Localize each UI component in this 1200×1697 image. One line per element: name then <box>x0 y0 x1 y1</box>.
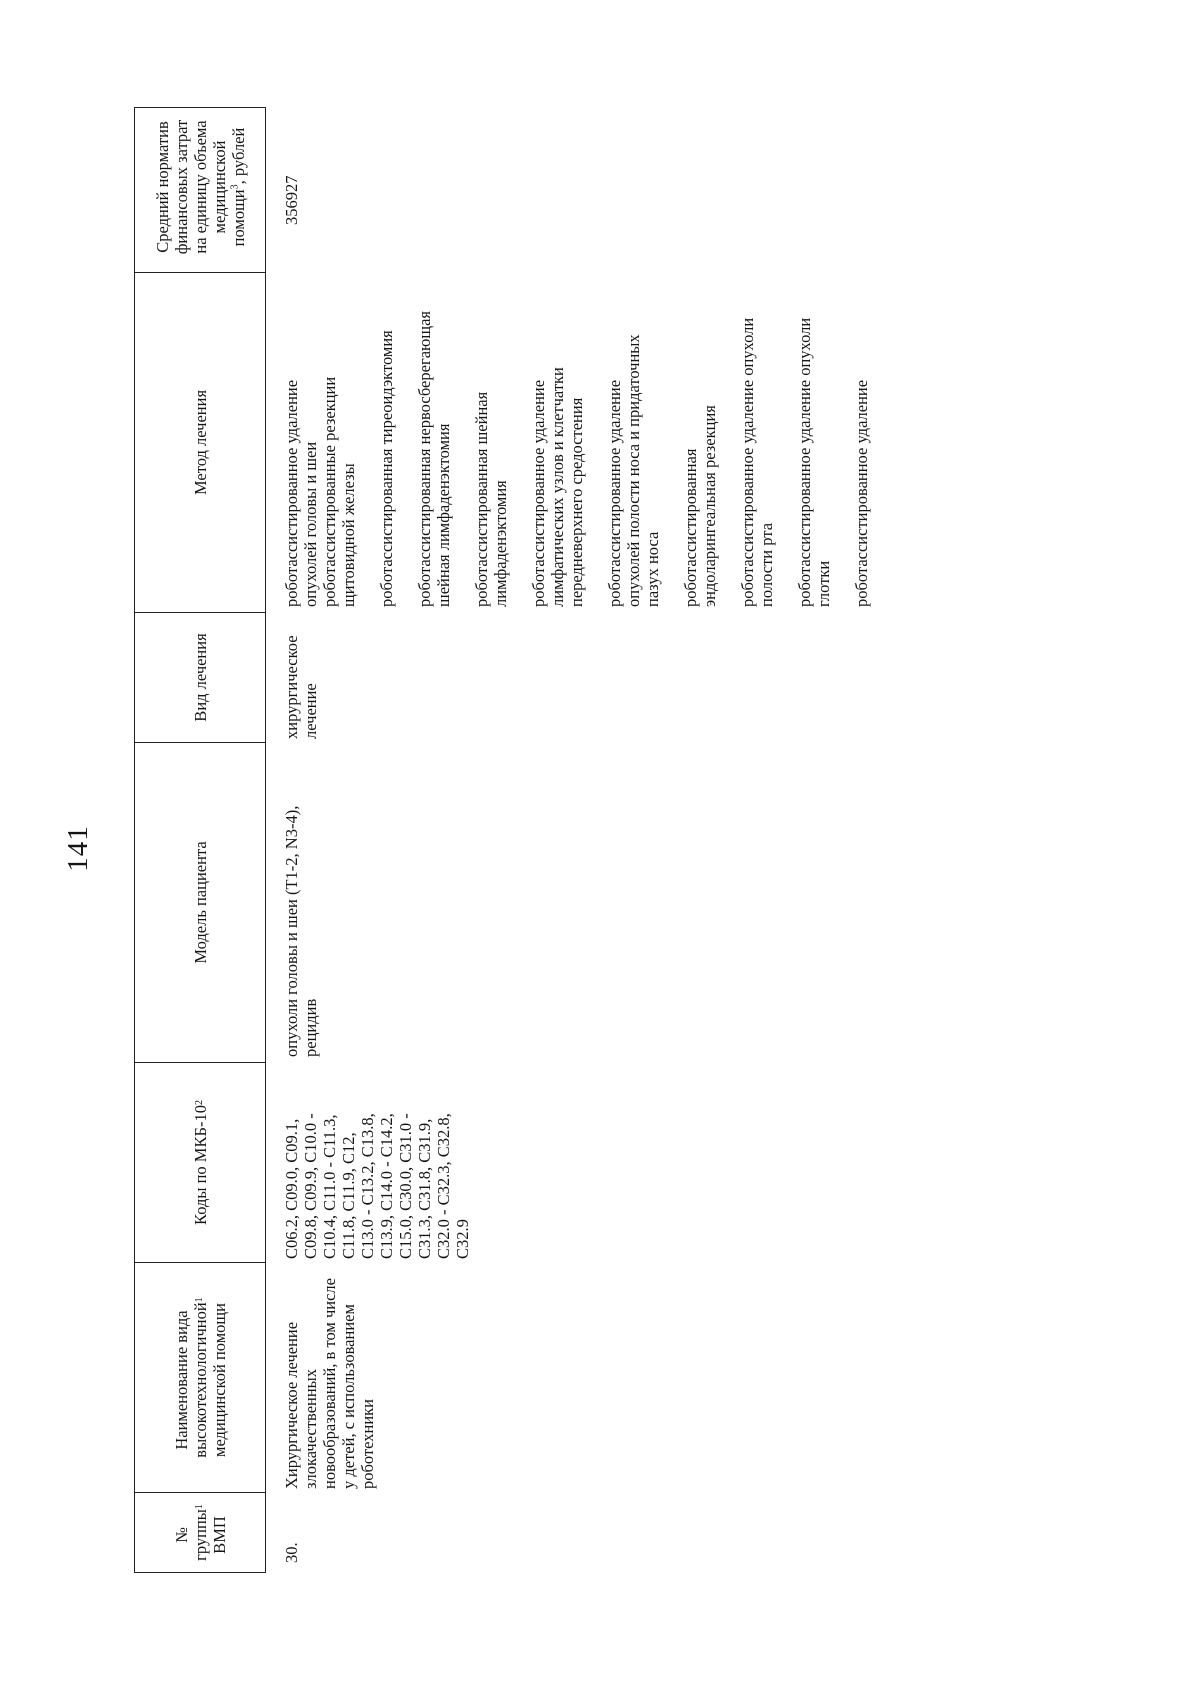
method-item: роботассистированная нервосберегающая шейная лимфаденэктомия <box>415 311 453 607</box>
row-methods-list <box>282 271 871 607</box>
row-care-name: Хирургическое лечение злокачественных новообразований, в том числе у детей, с использованием роботехники <box>282 1278 377 1489</box>
method-item: роботассистированное удаление опухоли глотки <box>795 317 833 607</box>
header-patient-model: Модель пациента <box>135 742 265 1062</box>
method-item: роботассистированное удаление опухолей головы и шеи <box>282 379 320 607</box>
method-item: роботассистированное удаление лимфатических узлов и клетчатки передневерхнего средостения <box>529 367 586 607</box>
header-care-name-text: Наименование вида высокотехнологичной медицинской помощи <box>171 1302 229 1458</box>
row-icd-codes: C06.2, C09.0, C09.1, C09.8, C09.9, C10.0 - C10.4, C11.0 - C11.3, C11.8, C11.9, C12, C13.0 - C13.2, C13.8, C13.9, C14.0 - C14.2, C15.0, C30.0, C31.0 - C31.3, C31.8, C31.9, C32.0 - C32.3, C32.8, C32.9 <box>282 1113 472 1259</box>
header-cost-norm-unit: , рублей <box>228 127 248 185</box>
table-header <box>134 107 266 1573</box>
header-icd-codes-text: Коды по МКБ-10 <box>190 1105 210 1225</box>
row-patient-model: опухоли головы и шеи (T1-2, N3-4), рецидив <box>282 805 320 1057</box>
header-treatment-method: Метод лечения <box>135 272 265 612</box>
header-group-number-text: № группы ВМП <box>171 1509 229 1561</box>
method-item: роботассистированная эндоларингеальная резекция <box>681 405 719 607</box>
header-cost-norm-main: Средний норматив финансовых затрат на единицу объема медицинской помощи <box>152 119 248 255</box>
header-cost-norm-text <box>153 120 248 255</box>
header-group-number: № группы ВМП 1 <box>135 1492 265 1572</box>
method-item: роботассистированные резекции щитовидной железы <box>320 376 358 607</box>
method-item: роботассистированное удаление опухоли полости рта <box>738 317 776 607</box>
method-item: роботассистированное удаление опухолей полости носа и придаточных пазух носа <box>605 334 662 607</box>
row-treatment-type: хирургическое лечение <box>282 635 320 739</box>
method-item: роботассистированное удаление <box>852 379 871 607</box>
method-item: роботассистированная шейная лимфаденэктомия <box>472 391 510 607</box>
row-cost-norm: 356927 <box>282 175 301 225</box>
row-number: 30. <box>282 1542 301 1563</box>
header-icd-codes: Коды по МКБ-10 2 <box>135 1062 265 1262</box>
header-cost-norm-footnote: 3 <box>229 184 240 190</box>
header-cost-norm <box>135 102 265 272</box>
header-treatment-type: Вид лечения <box>135 612 265 742</box>
page-number: 141 <box>62 825 94 872</box>
method-item: роботассистированная тиреоидэктомия <box>377 330 396 607</box>
header-care-name: Наименование вида высокотехнологичной медицинской помощи 1 <box>135 1262 265 1492</box>
